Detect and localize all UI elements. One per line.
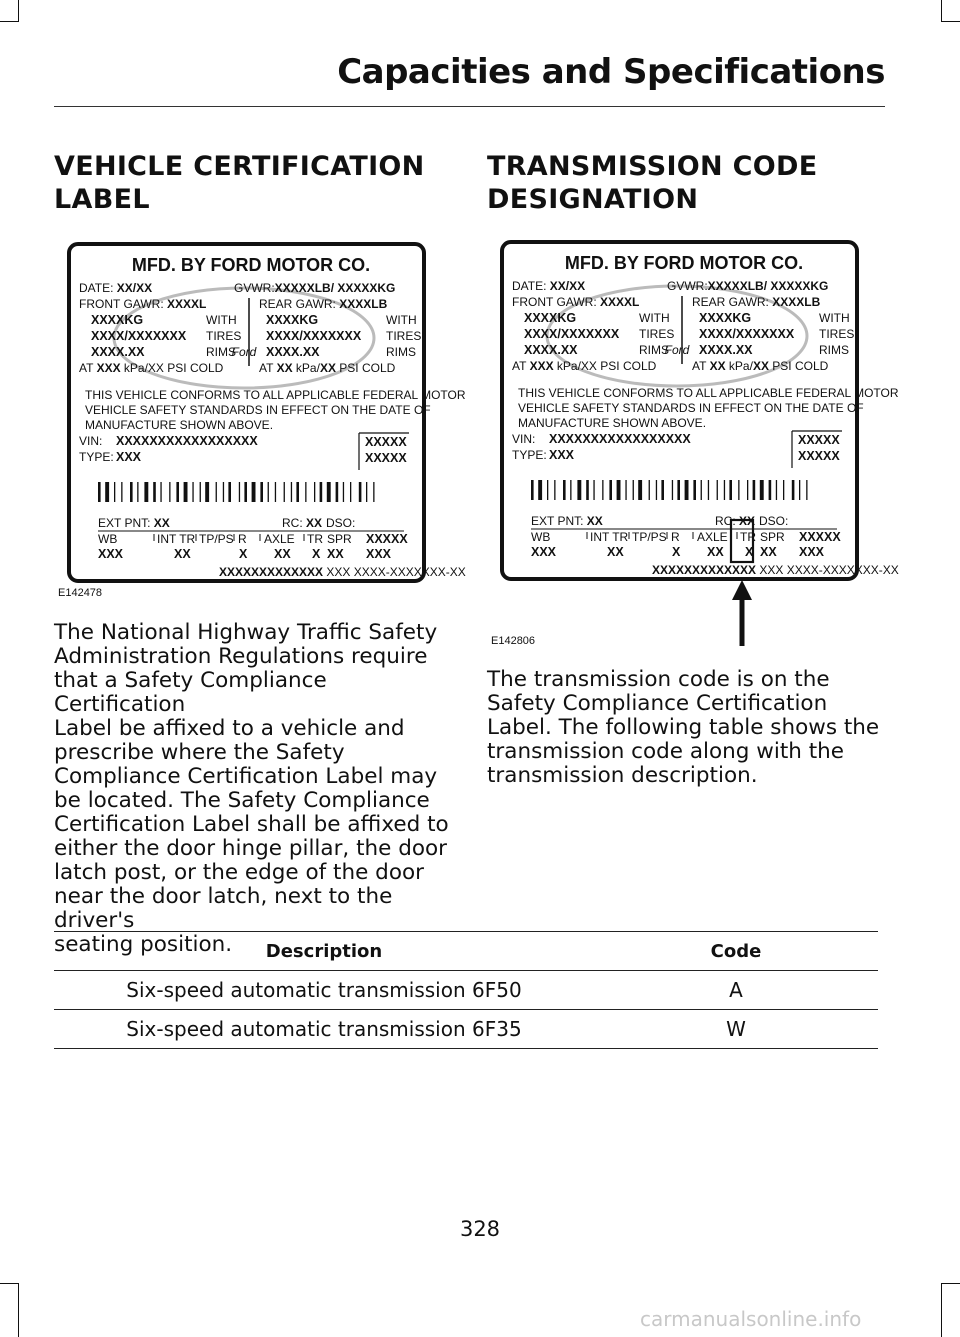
label-type-value: XXX	[549, 448, 575, 462]
label-gvwr: GVWR:XXXXXLB/ XXXXXKG	[667, 279, 829, 293]
barcode-bar	[284, 482, 285, 502]
label-kg: XXXXKG	[266, 313, 319, 327]
label-axle-value: XX	[707, 545, 724, 559]
column-header-code: Code	[594, 932, 878, 971]
label-front-gawr: FRONT GAWR: XXXXL	[512, 295, 640, 309]
figure-id: E142478	[58, 587, 103, 599]
barcode-bar	[153, 482, 156, 502]
table-cell-description: Six-speed automatic transmission 6F35	[54, 1010, 594, 1049]
label-pressure-front: AT XXX kPa/XX PSI COLD	[512, 359, 657, 373]
label-kg: XXXXKG	[524, 311, 577, 325]
label-date: DATE: XX/XX	[79, 281, 153, 295]
barcode-bar	[724, 480, 725, 500]
ford-logo-script: Ford	[231, 345, 257, 359]
barcode-bar	[570, 480, 571, 500]
label-spr-value: XX	[327, 547, 344, 561]
barcode-bar	[305, 482, 306, 502]
label-dso: DSO:	[326, 516, 356, 530]
barcode-bar	[792, 480, 795, 500]
label-tires: TIRES	[206, 329, 242, 343]
barcode-bar	[366, 482, 367, 502]
barcode-bar	[776, 480, 777, 500]
label-ext-pnt: EXT PNT: XX	[98, 516, 170, 530]
label-tire: XXXX/XXXXXXX	[91, 329, 187, 343]
label-axle: AXLE	[697, 530, 728, 544]
barcode-bar	[114, 482, 115, 502]
label-tr: TR	[740, 530, 756, 544]
label-tr-value: X	[745, 545, 754, 559]
label-tire: XXXX/XXXXXXX	[266, 329, 362, 343]
barcode-bar	[169, 482, 170, 502]
barcode-bar	[577, 480, 581, 500]
label-rear-gawr: REAR GAWR: XXXXLB	[259, 297, 388, 311]
transmission-label-figure	[487, 236, 899, 652]
barcode-bar	[593, 480, 594, 500]
paragraph-line: seating position.	[54, 932, 233, 957]
crop-mark	[941, 0, 942, 22]
label-wb: WB	[98, 532, 118, 546]
section-heading-transmission	[487, 150, 817, 216]
barcode-bar	[144, 482, 148, 502]
label-vin-value: XXXXXXXXXXXXXXXXX	[116, 434, 258, 448]
label-conformity-line: MANUFACTURE SHOWN ABOVE.	[85, 418, 274, 432]
label-int-tr-value: XX	[607, 545, 624, 559]
label-r: R	[671, 530, 680, 544]
barcode-bar	[228, 482, 231, 502]
label-axle: AXLE	[264, 532, 295, 546]
barcode-bar	[586, 480, 589, 500]
barcode-bar	[708, 480, 709, 500]
label-date: DATE: XX/XX	[512, 279, 586, 293]
label-spr: SPR	[327, 532, 352, 546]
label-wb-value: XXX	[98, 547, 124, 561]
table-cell-code: A	[594, 971, 878, 1010]
label-tr-value: X	[312, 547, 321, 561]
label-r-value: X	[239, 547, 248, 561]
label-rim: XXXX.XX	[524, 343, 578, 357]
label-dso-value: XXXXX	[366, 532, 408, 546]
label-conformity-line: THIS VEHICLE CONFORMS TO ALL APPLICABLE FEDERAL MOTOR	[518, 386, 899, 400]
paragraph-line: Label be affixed to a vehicle and	[54, 716, 405, 741]
label-type-label: TYPE:	[79, 450, 114, 464]
barcode-bar	[223, 482, 224, 502]
label-ext-pnt: EXT PNT: XX	[531, 514, 603, 528]
label-conformity-line: THIS VEHICLE CONFORMS TO ALL APPLICABLE FEDERAL MOTOR	[85, 388, 466, 402]
barcode-bar	[314, 482, 315, 502]
paragraph-line: Certification Label shall be affixed to	[54, 812, 449, 837]
label-conformity-line: VEHICLE SAFETY STANDARDS IN EFFECT ON THE DATE OF	[85, 403, 431, 417]
barcode-bar	[244, 482, 247, 502]
heading-line: TRANSMISSION CODE	[487, 151, 818, 182]
transmission-code-table	[54, 931, 878, 1049]
label-with: WITH	[639, 311, 670, 325]
label-tires: TIRES	[639, 327, 675, 341]
label-pressure-front: AT XXX kPa/XX PSI COLD	[79, 361, 224, 375]
heading-line: DESIGNATION	[487, 184, 699, 215]
paragraph-line: Administration Regulations require	[54, 644, 428, 669]
label-tires: TIRES	[819, 327, 855, 341]
label-tp-ps: TP/PS	[199, 532, 234, 546]
label-wb-value: XXX	[531, 545, 557, 559]
label-r: R	[238, 532, 247, 546]
crop-mark	[18, 1283, 19, 1337]
barcode-bar	[609, 480, 612, 500]
barcode-bar	[717, 480, 718, 500]
label-pressure-rear: AT XX kPa/XX PSI COLD	[692, 359, 829, 373]
barcode-bar	[184, 482, 188, 502]
label-vin-label: VIN:	[79, 434, 103, 448]
table-cell-code: W	[594, 1010, 878, 1049]
label-dso-value: XXX	[799, 545, 825, 559]
label-dso: DSO:	[759, 514, 789, 528]
barcode-bar	[200, 482, 201, 502]
barcode-bar	[160, 482, 161, 502]
barcode-bar	[547, 480, 548, 500]
label-int-tr: INT TR	[157, 532, 196, 546]
barcode-bar	[373, 482, 374, 502]
label-pressure-rear: AT XX kPa/XX PSI COLD	[259, 361, 396, 375]
crop-mark	[0, 1283, 19, 1284]
paragraph-line: latch post, or the edge of the door	[54, 860, 424, 885]
barcode-bar	[661, 480, 664, 500]
barcode-bar	[563, 480, 566, 500]
barcode-bar	[677, 480, 680, 500]
label-vin-label: VIN:	[512, 432, 536, 446]
table-header-row	[54, 932, 878, 971]
heading-line: VEHICLE CERTIFICATION	[54, 151, 425, 182]
label-rc: RC: XX	[715, 514, 756, 528]
table-row	[54, 1010, 878, 1049]
table-cell-description: Six-speed automatic transmission 6F50	[54, 971, 594, 1010]
column-header-description: Description	[54, 932, 594, 971]
label-box-value: XXXXX	[365, 435, 407, 449]
barcode-bar	[98, 482, 101, 502]
barcode-bar	[638, 480, 642, 500]
label-gvwr: GVWR:XXXXXLB/ XXXXXKG	[234, 281, 396, 295]
barcode-bar	[753, 480, 756, 500]
barcode-bar	[252, 482, 256, 502]
label-vin-value: XXXXXXXXXXXXXXXXX	[549, 432, 691, 446]
heading-line: LABEL	[54, 184, 150, 215]
figure-id: E142806	[491, 635, 536, 647]
label-title: MFD. BY FORD MOTOR CO.	[131, 255, 371, 275]
barcode-bar	[633, 480, 634, 500]
paragraph-line: near the door latch, next to the driver's	[54, 884, 393, 933]
barcode-bar	[617, 480, 621, 500]
barcode-bar	[350, 482, 351, 502]
barcode-bar	[275, 482, 276, 502]
barcode-bar	[602, 480, 603, 500]
label-rear-gawr: REAR GAWR: XXXXLB	[692, 295, 821, 309]
paragraph-line: The National Highway Traffic Safety	[54, 620, 438, 645]
barcode-bar	[799, 480, 800, 500]
section-heading-certification	[54, 150, 425, 216]
barcode-bar	[738, 480, 739, 500]
label-rims: RIMS	[819, 343, 849, 357]
certification-label-figure	[54, 238, 466, 600]
crop-mark	[941, 1283, 960, 1284]
label-dso-value: XXX	[366, 547, 392, 561]
watermark-text: carmanualsonline.info	[640, 1307, 862, 1331]
barcode-bar	[260, 482, 263, 502]
paragraph-line: transmission description.	[487, 763, 758, 788]
label-with: WITH	[206, 313, 237, 327]
label-tires: TIRES	[386, 329, 422, 343]
label-tire: XXXX/XXXXXXX	[699, 327, 795, 341]
table-row	[54, 971, 878, 1010]
certification-paragraph	[54, 621, 454, 957]
barcode-bar	[747, 480, 748, 500]
label-box-value: XXXXX	[365, 451, 407, 465]
paragraph-line: that a Safety Compliance Certification	[54, 668, 327, 717]
barcode-bar	[760, 480, 764, 500]
header-rule	[54, 106, 885, 107]
paragraph-line: prescribe where the Safety	[54, 740, 345, 765]
barcode-bar	[701, 480, 702, 500]
barcode-bar	[192, 482, 193, 502]
barcode-bar	[343, 482, 344, 502]
label-int-tr-value: XX	[174, 547, 191, 561]
paragraph-line: Safety Compliance Certification	[487, 691, 828, 716]
barcode-bar	[121, 482, 122, 502]
label-rims: RIMS	[386, 345, 416, 359]
label-footer: XXXXXXXXXXXXX XXX XXXX-XXXXXXX-XX	[652, 563, 899, 577]
crop-mark	[18, 0, 19, 22]
barcode-bar	[291, 482, 292, 502]
barcode-bar	[693, 480, 696, 500]
pointer-arrow-head	[732, 580, 752, 600]
barcode-bar	[729, 480, 732, 500]
label-r-value: X	[672, 545, 681, 559]
label-rim: XXXX.XX	[266, 345, 320, 359]
barcode-bar	[359, 482, 362, 502]
barcode-bar	[783, 480, 784, 500]
paragraph-line: The transmission code is on the	[487, 667, 830, 692]
barcode-bar	[137, 482, 138, 502]
label-tp-ps: TP/PS	[632, 530, 667, 544]
barcode-bar	[806, 480, 807, 500]
label-footer: XXXXXXXXXXXXX XXX XXXX-XXXXXXX-XX	[219, 565, 466, 579]
label-rc: RC: XX	[282, 516, 323, 530]
label-kg: XXXXKG	[91, 313, 144, 327]
label-axle-value: XX	[274, 547, 291, 561]
label-rims: RIMS	[206, 345, 236, 359]
paragraph-line: be located. The Safety Compliance	[54, 788, 430, 813]
label-int-tr: INT TR	[590, 530, 629, 544]
barcode-bar	[239, 482, 240, 502]
page-number: 328	[459, 1217, 501, 1241]
barcode-bar	[216, 482, 217, 502]
barcode-bar	[672, 480, 673, 500]
barcode-bar	[336, 482, 339, 502]
label-tire: XXXX/XXXXXXX	[524, 327, 620, 341]
barcode-bar	[685, 480, 689, 500]
page-header-title: Capacities and Specifications	[337, 52, 885, 92]
barcode-bar	[130, 482, 133, 502]
label-conformity-line: VEHICLE SAFETY STANDARDS IN EFFECT ON THE DATE OF	[518, 401, 864, 415]
label-title: MFD. BY FORD MOTOR CO.	[564, 253, 804, 273]
barcode-bar	[327, 482, 331, 502]
label-with: WITH	[819, 311, 850, 325]
label-kg: XXXXKG	[699, 311, 752, 325]
barcode-bar	[554, 480, 555, 500]
barcode-bar	[105, 482, 109, 502]
paragraph-line: Compliance Certification Label may	[54, 764, 438, 789]
label-front-gawr: FRONT GAWR: XXXXL	[79, 297, 207, 311]
transmission-paragraph	[487, 668, 887, 788]
label-with: WITH	[386, 313, 417, 327]
paragraph-line: either the door hinge pillar, the door	[54, 836, 448, 861]
barcode-bar	[656, 480, 657, 500]
label-wb: WB	[531, 530, 551, 544]
label-rim: XXXX.XX	[699, 343, 753, 357]
crop-mark	[941, 1283, 942, 1337]
label-dso-value: XXXXX	[799, 530, 841, 544]
barcode-bar	[531, 480, 534, 500]
label-rims: RIMS	[639, 343, 669, 357]
label-box-value: XXXXX	[798, 433, 840, 447]
barcode-bar	[769, 480, 772, 500]
paragraph-line: transmission code along with the	[487, 739, 845, 764]
label-type-value: XXX	[116, 450, 142, 464]
barcode-bar	[649, 480, 650, 500]
label-conformity-line: MANUFACTURE SHOWN ABOVE.	[518, 416, 707, 430]
barcode-bar	[320, 482, 323, 502]
label-type-label: TYPE:	[512, 448, 547, 462]
label-spr-value: XX	[760, 545, 777, 559]
label-rim: XXXX.XX	[91, 345, 145, 359]
paragraph-line: Label. The following table shows the	[487, 715, 880, 740]
ford-logo-script: Ford	[664, 343, 690, 357]
barcode-bar	[268, 482, 269, 502]
barcode-bar	[176, 482, 179, 502]
label-spr: SPR	[760, 530, 785, 544]
barcode-bar	[205, 482, 209, 502]
label-box-value: XXXXX	[798, 449, 840, 463]
barcode-bar	[625, 480, 626, 500]
crop-mark	[941, 21, 960, 22]
barcode-bar	[296, 482, 299, 502]
label-tr: TR	[307, 532, 323, 546]
crop-mark	[0, 21, 19, 22]
barcode-bar	[538, 480, 542, 500]
